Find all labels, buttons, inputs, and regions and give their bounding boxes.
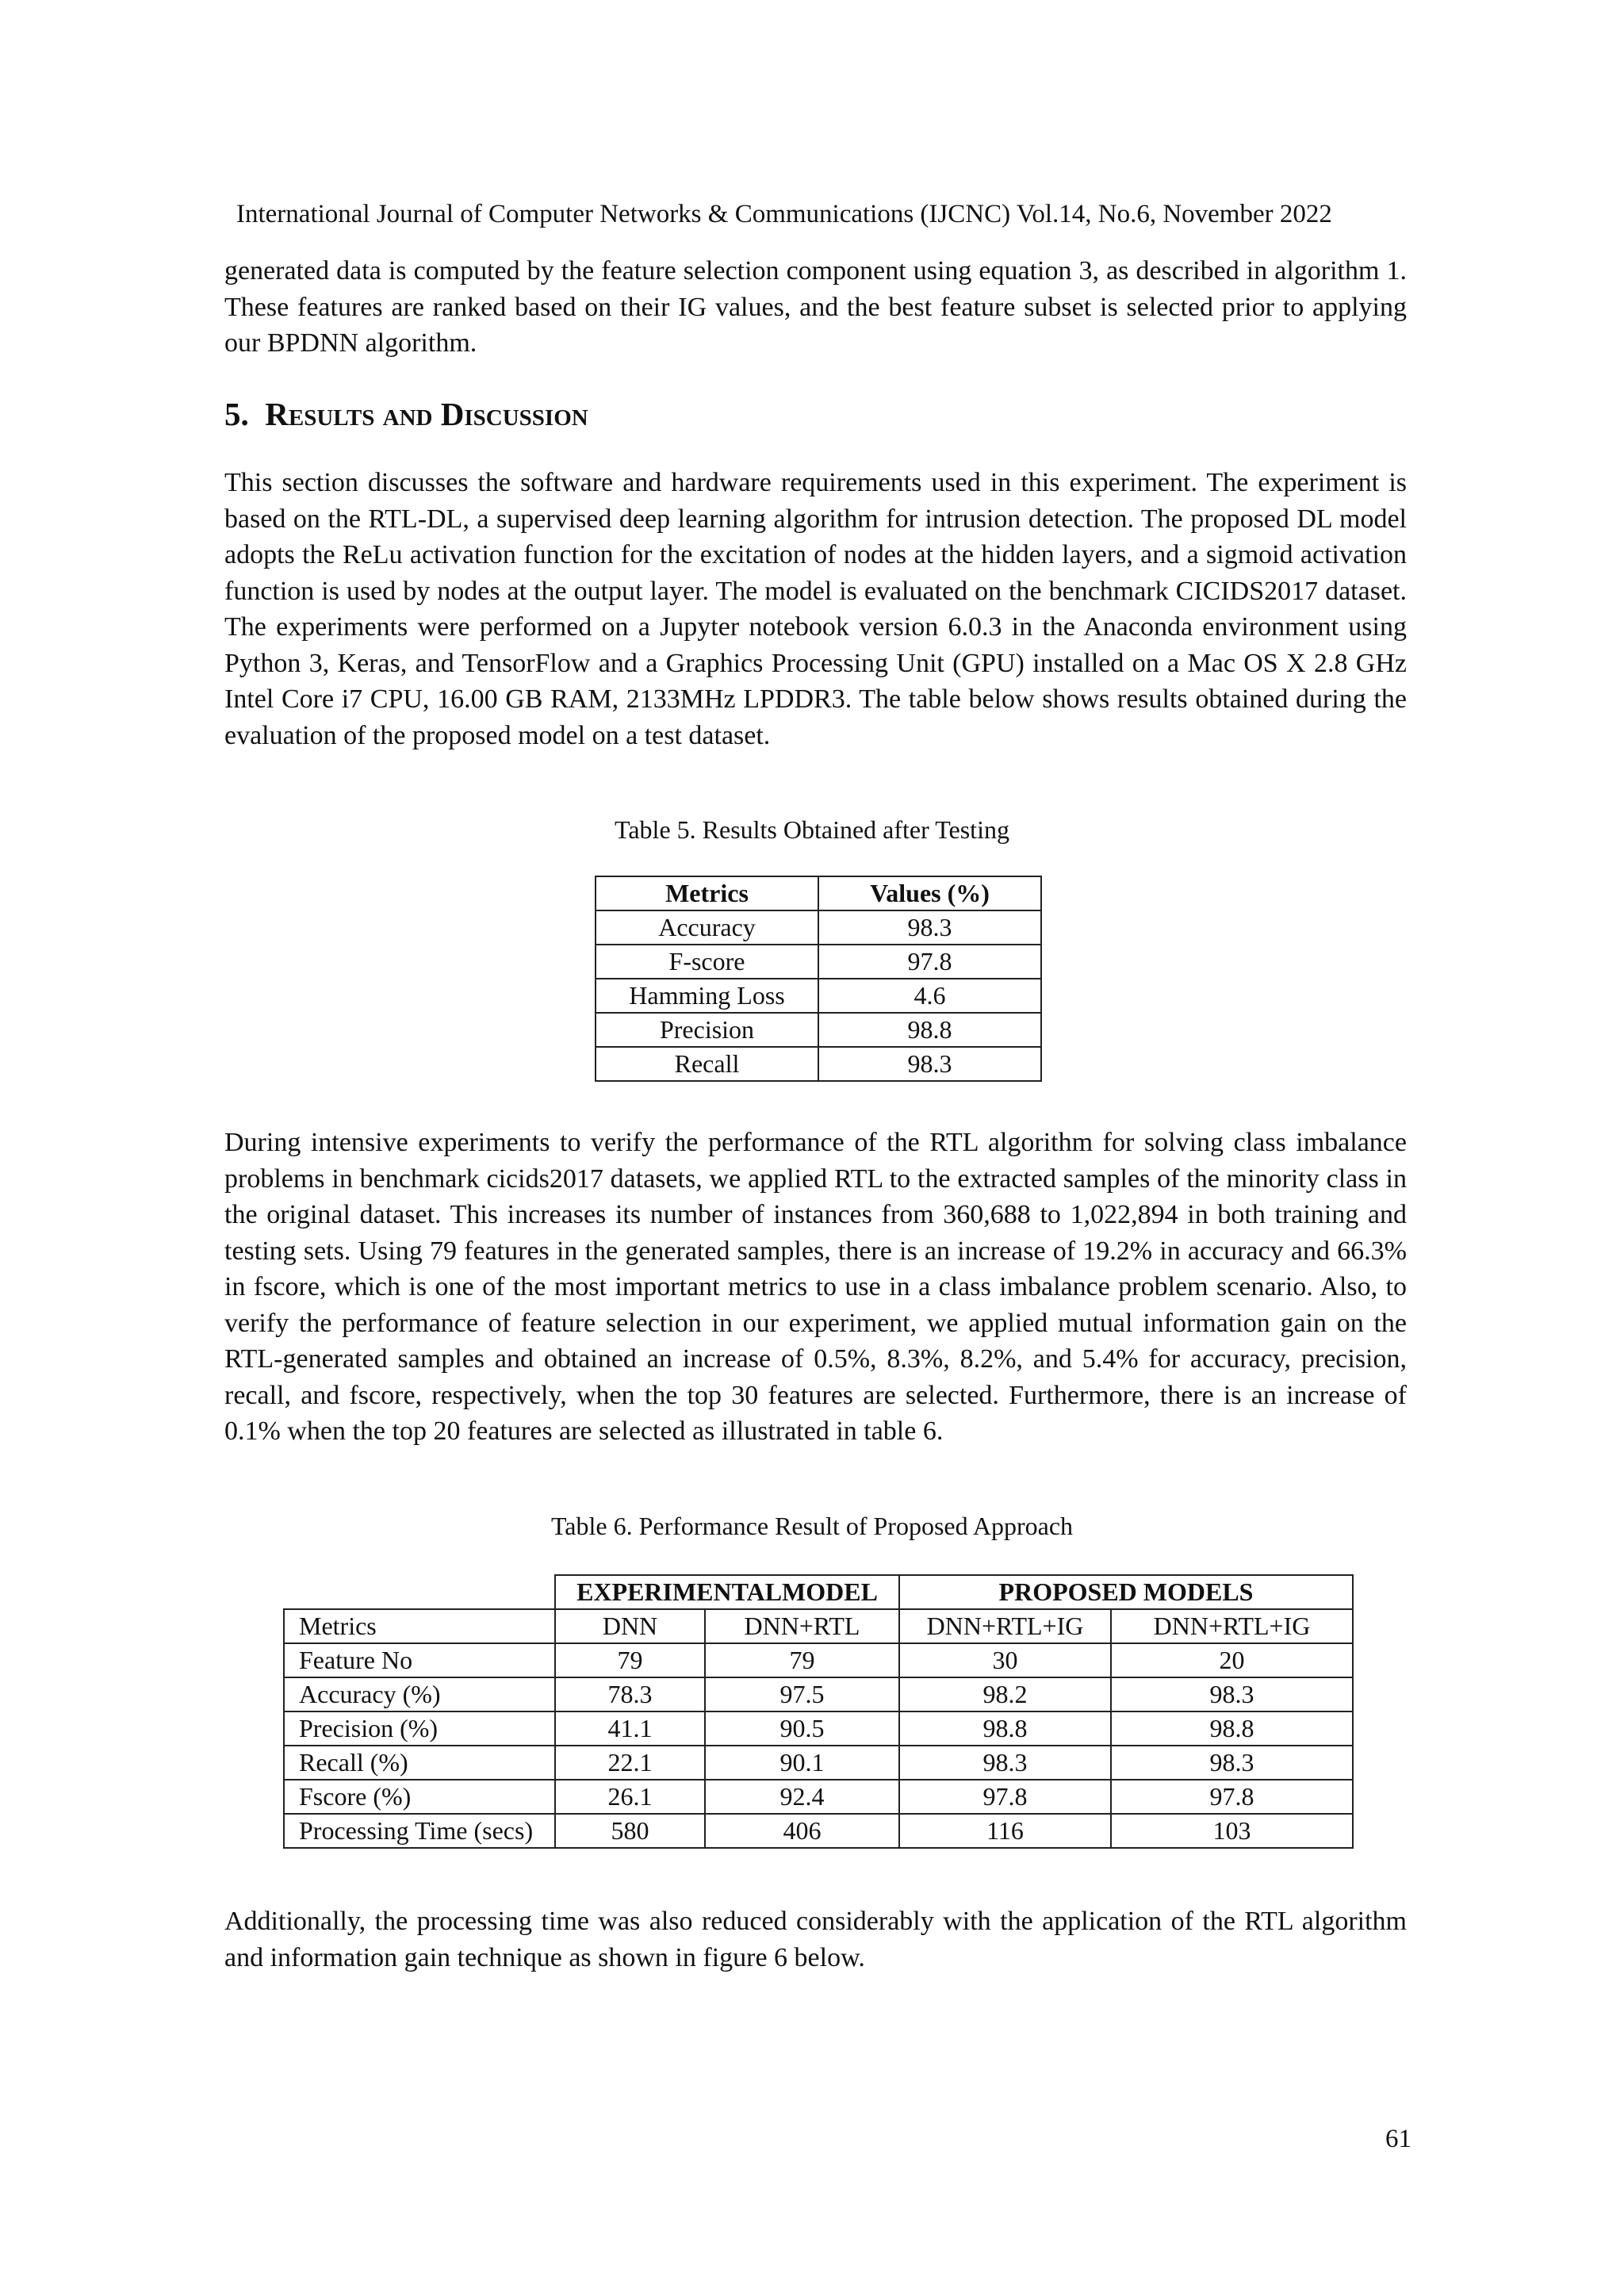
table5-results xyxy=(595,876,1042,1082)
table-cell: 97.8 xyxy=(1111,1780,1353,1814)
table5-caption: Table 5. Results Obtained after Testing xyxy=(615,815,1009,844)
table-cell: 406 xyxy=(705,1814,899,1848)
table-row xyxy=(596,979,1041,1013)
table-cell: 98.3 xyxy=(1111,1746,1353,1780)
table-row-label: Processing Time (secs) xyxy=(284,1814,555,1848)
table-row xyxy=(284,1643,1353,1677)
table-cell: DNN+RTL xyxy=(705,1609,899,1643)
table-cell: 4.6 xyxy=(818,979,1041,1013)
table-cell: 79 xyxy=(555,1643,705,1677)
table-row xyxy=(596,1047,1041,1081)
table6-performance xyxy=(283,1574,1354,1849)
table-cell: 20 xyxy=(1111,1643,1353,1677)
table-cell: 90.1 xyxy=(705,1746,899,1780)
table-row-label: Recall (%) xyxy=(284,1746,555,1780)
table-row-label: Feature No xyxy=(284,1643,555,1677)
running-header: International Journal of Computer Networks & Communications (IJCNC) Vol.14, No.6, November 2022 xyxy=(236,200,1332,228)
table-cell: Recall xyxy=(596,1047,818,1081)
table-cell: 30 xyxy=(899,1643,1111,1677)
table-row xyxy=(284,1814,1353,1848)
section-heading xyxy=(224,394,588,434)
section-title: Results and Discussion xyxy=(265,396,588,432)
table-cell: 98.8 xyxy=(899,1711,1111,1746)
table-cell: DNN+RTL+IG xyxy=(899,1609,1111,1643)
table-row xyxy=(284,1780,1353,1814)
section-number: 5. xyxy=(224,396,249,432)
table-cell: F-score xyxy=(596,945,818,979)
table-group-header: EXPERIMENTALMODEL xyxy=(555,1575,899,1609)
table6-caption: Table 6. Performance Result of Proposed Approach xyxy=(550,1512,1074,1540)
table-row xyxy=(596,910,1041,945)
table-row xyxy=(284,1711,1353,1746)
section-paragraph: This section discusses the software and hardware requirements used in this experiment. The experiment is based on the RTL-DL, a supervised deep learning algorithm for intrusion detection. The proposed DL model adopts the ReLu activation function for the excitation of nodes at the hidden layers, and a sigmoid activation function is used by nodes at the output layer. The model is evaluated on the benchmark CICIDS2017 dataset. The experiments were performed on a Jupyter notebook version 6.0.3 in the Anaconda environment using Python 3, Keras, and TensorFlow and a Graphics Processing Unit (GPU) installed on a Mac OS X 2.8 GHz Intel Core i7 CPU, 16.00 GB RAM, 2133MHz LPDDR3. The table below shows results obtained during the evaluation of the proposed model on a test dataset. xyxy=(224,468,1407,750)
table-cell: 98.8 xyxy=(1111,1711,1353,1746)
table-row-label: Metrics xyxy=(284,1609,555,1643)
table-blank-cell xyxy=(284,1575,555,1609)
intro-paragraph: generated data is computed by the feature selection component using equation 3, as described in algorithm 1. These features are ranked based on their IG values, and the best feature subset is selected prior to applying our BPDNN algorithm. xyxy=(224,256,1407,358)
table-cell: 97.5 xyxy=(705,1677,899,1711)
table-cell: 98.3 xyxy=(899,1746,1111,1780)
table-cell: 103 xyxy=(1111,1814,1353,1848)
table-cell: DNN+RTL+IG xyxy=(1111,1609,1353,1643)
table-cell: Accuracy xyxy=(596,910,818,945)
table-cell: 98.3 xyxy=(818,910,1041,945)
table-row xyxy=(596,945,1041,979)
table-cell: 97.8 xyxy=(818,945,1041,979)
table-row xyxy=(284,1746,1353,1780)
table-cell: Precision xyxy=(596,1013,818,1047)
table-cell: 79 xyxy=(705,1643,899,1677)
table-header-cell: Metrics xyxy=(596,876,818,910)
table-cell: 580 xyxy=(555,1814,705,1848)
table-row xyxy=(284,1677,1353,1711)
table-group-header-row xyxy=(284,1575,1353,1609)
page-number: 61 xyxy=(1385,2125,1411,2153)
table-cell: 78.3 xyxy=(555,1677,705,1711)
table-cell: 92.4 xyxy=(705,1780,899,1814)
table-cell: DNN xyxy=(555,1609,705,1643)
table-cell: 26.1 xyxy=(555,1780,705,1814)
table-group-header: PROPOSED MODELS xyxy=(899,1575,1353,1609)
table-cell: 41.1 xyxy=(555,1711,705,1746)
table-row xyxy=(596,1013,1041,1047)
closing-paragraph: Additionally, the processing time was also reduced considerably with the application of the RTL algorithm and information gain technique as shown in figure 6 below. xyxy=(224,1907,1407,1972)
table-cell: 116 xyxy=(899,1814,1111,1848)
table-row-label: Precision (%) xyxy=(284,1711,555,1746)
table-cell: 98.3 xyxy=(818,1047,1041,1081)
table-cell: 98.2 xyxy=(899,1677,1111,1711)
table-cell: Hamming Loss xyxy=(596,979,818,1013)
table-cell: 90.5 xyxy=(705,1711,899,1746)
table-row-label: Accuracy (%) xyxy=(284,1677,555,1711)
discussion-paragraph: During intensive experiments to verify the performance of the RTL algorithm for solving class imbalance problems in benchmark cicids2017 datasets, we applied RTL to the extracted samples of the minority class in the original dataset. This increases its number of instances from 360,688 to 1,022,894 in both training and testing sets. Using 79 features in the generated samples, there is an increase of 19.2% in accuracy and 66.3% in fscore, which is one of the most important metrics to use in a class imbalance problem scenario. Also, to verify the performance of feature selection in our experiment, we applied mutual information gain on the RTL-generated samples and obtained an increase of 0.5%, 8.3%, 8.2%, and 5.4% for accuracy, precision, recall, and fscore, respectively, when the top 30 features are selected. Furthermore, there is an increase of 0.1% when the top 20 features are selected as illustrated in table 6. xyxy=(224,1128,1407,1446)
table-header-cell: Values (%) xyxy=(818,876,1041,910)
table-cell: 97.8 xyxy=(899,1780,1111,1814)
table-header-row xyxy=(596,876,1041,910)
table-cell: 22.1 xyxy=(555,1746,705,1780)
table-cell: 98.3 xyxy=(1111,1677,1353,1711)
table-cell: 98.8 xyxy=(818,1013,1041,1047)
table-row xyxy=(284,1609,1353,1643)
table-row-label: Fscore (%) xyxy=(284,1780,555,1814)
